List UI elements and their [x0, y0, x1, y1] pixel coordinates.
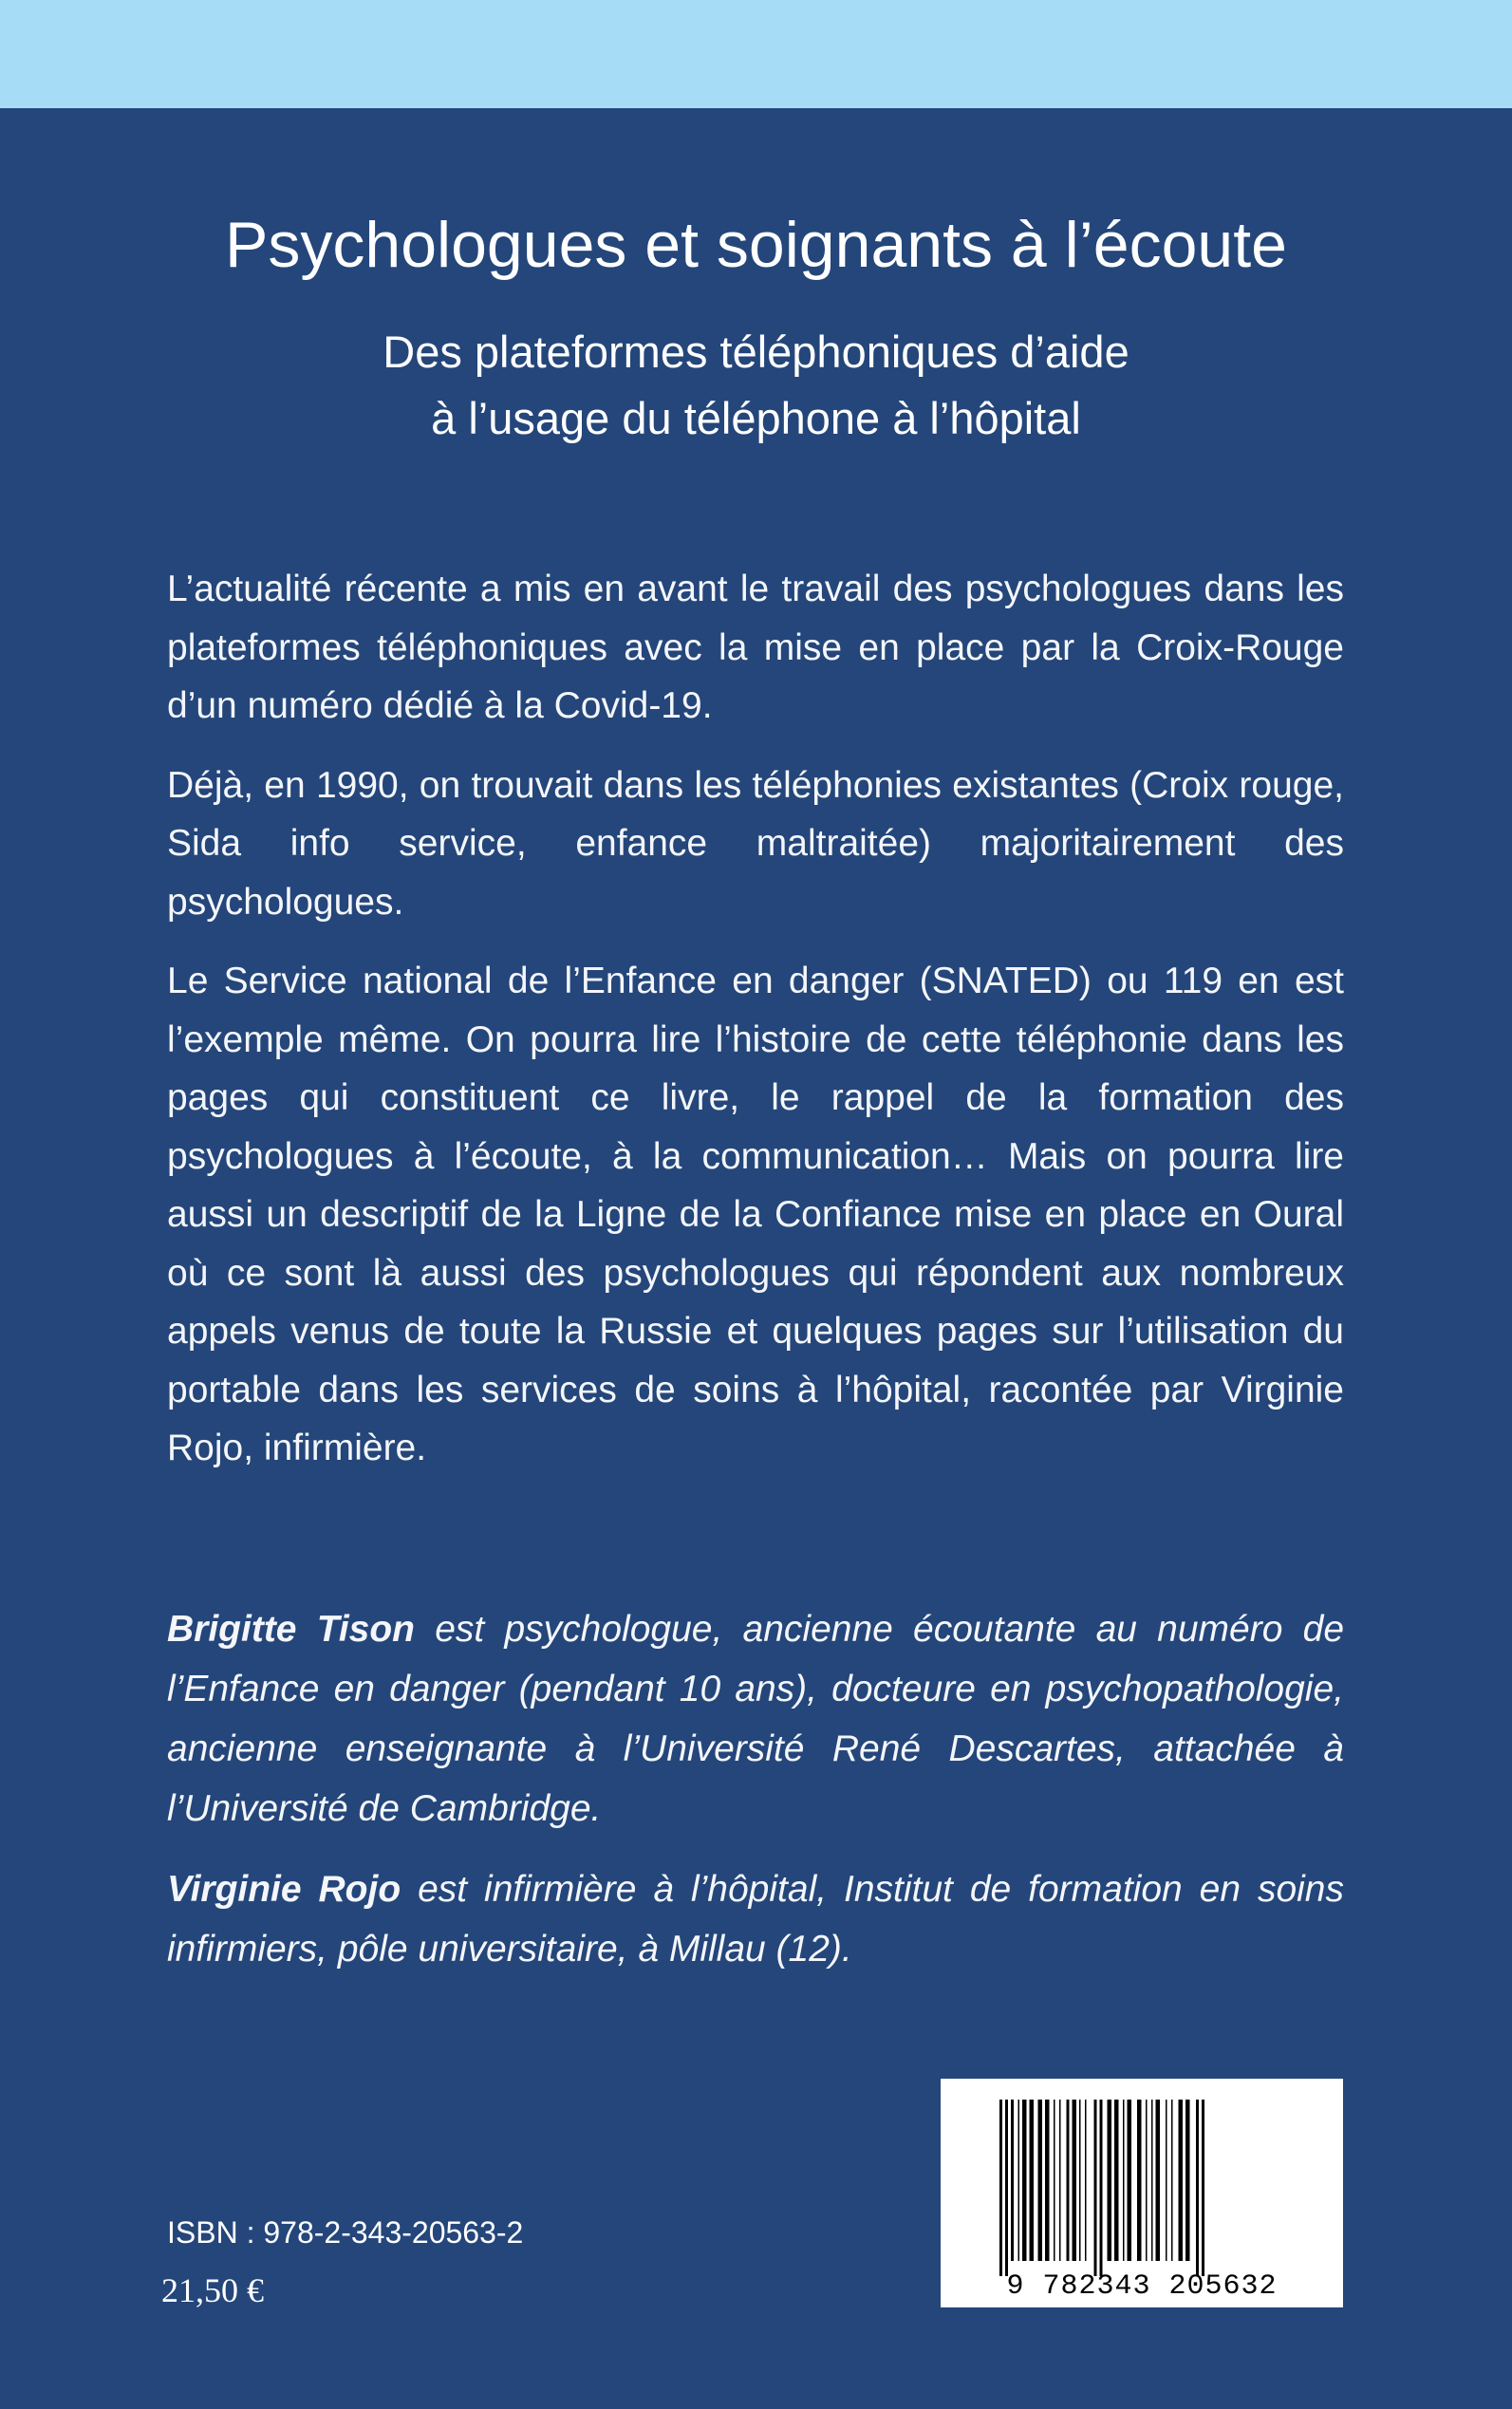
barcode-digits: 9 782343 205632: [1006, 2270, 1278, 2303]
barcode-bar: [1100, 2100, 1103, 2276]
barcode-bar: [1202, 2100, 1204, 2276]
barcode-bar: [1185, 2100, 1190, 2261]
barcode-bar: [1123, 2100, 1125, 2261]
barcode-bar: [1156, 2100, 1161, 2261]
barcode-bar: [1054, 2100, 1055, 2261]
barcode-bar: [1114, 2100, 1119, 2261]
barcode-bar: [1022, 2100, 1027, 2261]
barcode-bar: [1073, 2100, 1077, 2261]
barcode-bar: [1045, 2100, 1050, 2261]
author-name-1: Brigitte Tison: [167, 1609, 416, 1650]
summary-paragraph-3: Le Service national de l’Enfance en danger (SNATED) ou 119 en est l’exemple même. On pourra lire l’histoire de cette téléphonie dans les pages qui constituent ce livre, le rappel de la formation des psychologues à l’écoute, à la communication… Mais on pourra lire aussi un descriptif de la Ligne de la Confiance mise en place en Oural où ce sont là aussi des psychologues qui répondent aux nombreux appels venus de toute la Russie et quelques pages sur l’utilisation du portable dans les services de soins à l’hôpital, racontée par Virginie Rojo, infirmière.: [167, 961, 1344, 1468]
barcode-bar: [1094, 2100, 1097, 2276]
barcode-bar: [1171, 2100, 1173, 2261]
subtitle-line-1: Des plateformes téléphoniques d’aide: [383, 327, 1129, 377]
top-color-band: [0, 0, 1512, 108]
barcode-bar: [1038, 2100, 1043, 2261]
barcode-bar: [1018, 2100, 1020, 2261]
isbn-barcode: [941, 2079, 1343, 2307]
barcode-bar: [1128, 2100, 1132, 2261]
barcode-bar: [1011, 2100, 1014, 2261]
back-cover-summary: [167, 560, 1344, 1499]
subtitle-line-2: à l’usage du téléphone à l’hôpital: [431, 393, 1081, 443]
barcode-bar: [999, 2100, 1002, 2276]
barcode-graphic: [941, 2079, 1343, 2307]
barcode-bar: [1166, 2100, 1167, 2261]
isbn-number: ISBN : 978-2-343-20563-2: [167, 2215, 524, 2250]
barcode-bar: [1137, 2100, 1142, 2261]
barcode-bar: [1196, 2100, 1199, 2276]
barcode-bar: [1151, 2100, 1153, 2261]
book-title: Psychologues et soignants à l’écoute: [225, 209, 1287, 281]
barcode-bar: [1085, 2100, 1087, 2261]
summary-paragraph-2: Déjà, en 1990, on trouvait dans les téléphonies existantes (Croix rouge, Sida info service, enfance maltraitée) majoritairement des psychologues.: [167, 764, 1344, 923]
barcode-bar: [1079, 2100, 1081, 2261]
barcode-bar: [1108, 2100, 1112, 2261]
author-bio-1: [167, 1599, 1344, 1839]
author-name-2: Virginie Rojo: [167, 1869, 401, 1910]
barcode-bar: [1030, 2100, 1035, 2261]
book-price: 21,50 €: [161, 2271, 264, 2309]
barcode-bar: [1059, 2100, 1061, 2261]
author-bio-text-2: est infirmière à l’hôpital, Institut de formation en soins infirmiers, pôle universitaire, à Millau (12).: [167, 1869, 1344, 1970]
author-bio-2: [167, 1859, 1344, 1979]
barcode-bar: [1179, 2100, 1184, 2261]
summary-paragraph-1: L’actualité récente a mis en avant le travail des psychologues dans les plateformes téléphoniques avec la mise en place par la Croix-Rouge d’un numéro dédié à la Covid-19.: [167, 569, 1344, 726]
author-bios: [167, 1599, 1344, 2000]
barcode-bar: [1067, 2100, 1070, 2261]
author-bio-text-1: est psychologue, ancienne écoutante au numéro de l’Enfance en danger (pendant 10 ans), docteure en psychopathologie, ancienne enseignante à l’Université René Descartes, attachée à l’Université de Cambridge.: [167, 1609, 1345, 1829]
barcode-bar: [1005, 2100, 1008, 2276]
barcode-bar: [1146, 2100, 1148, 2261]
book-subtitle: [0, 319, 1512, 452]
